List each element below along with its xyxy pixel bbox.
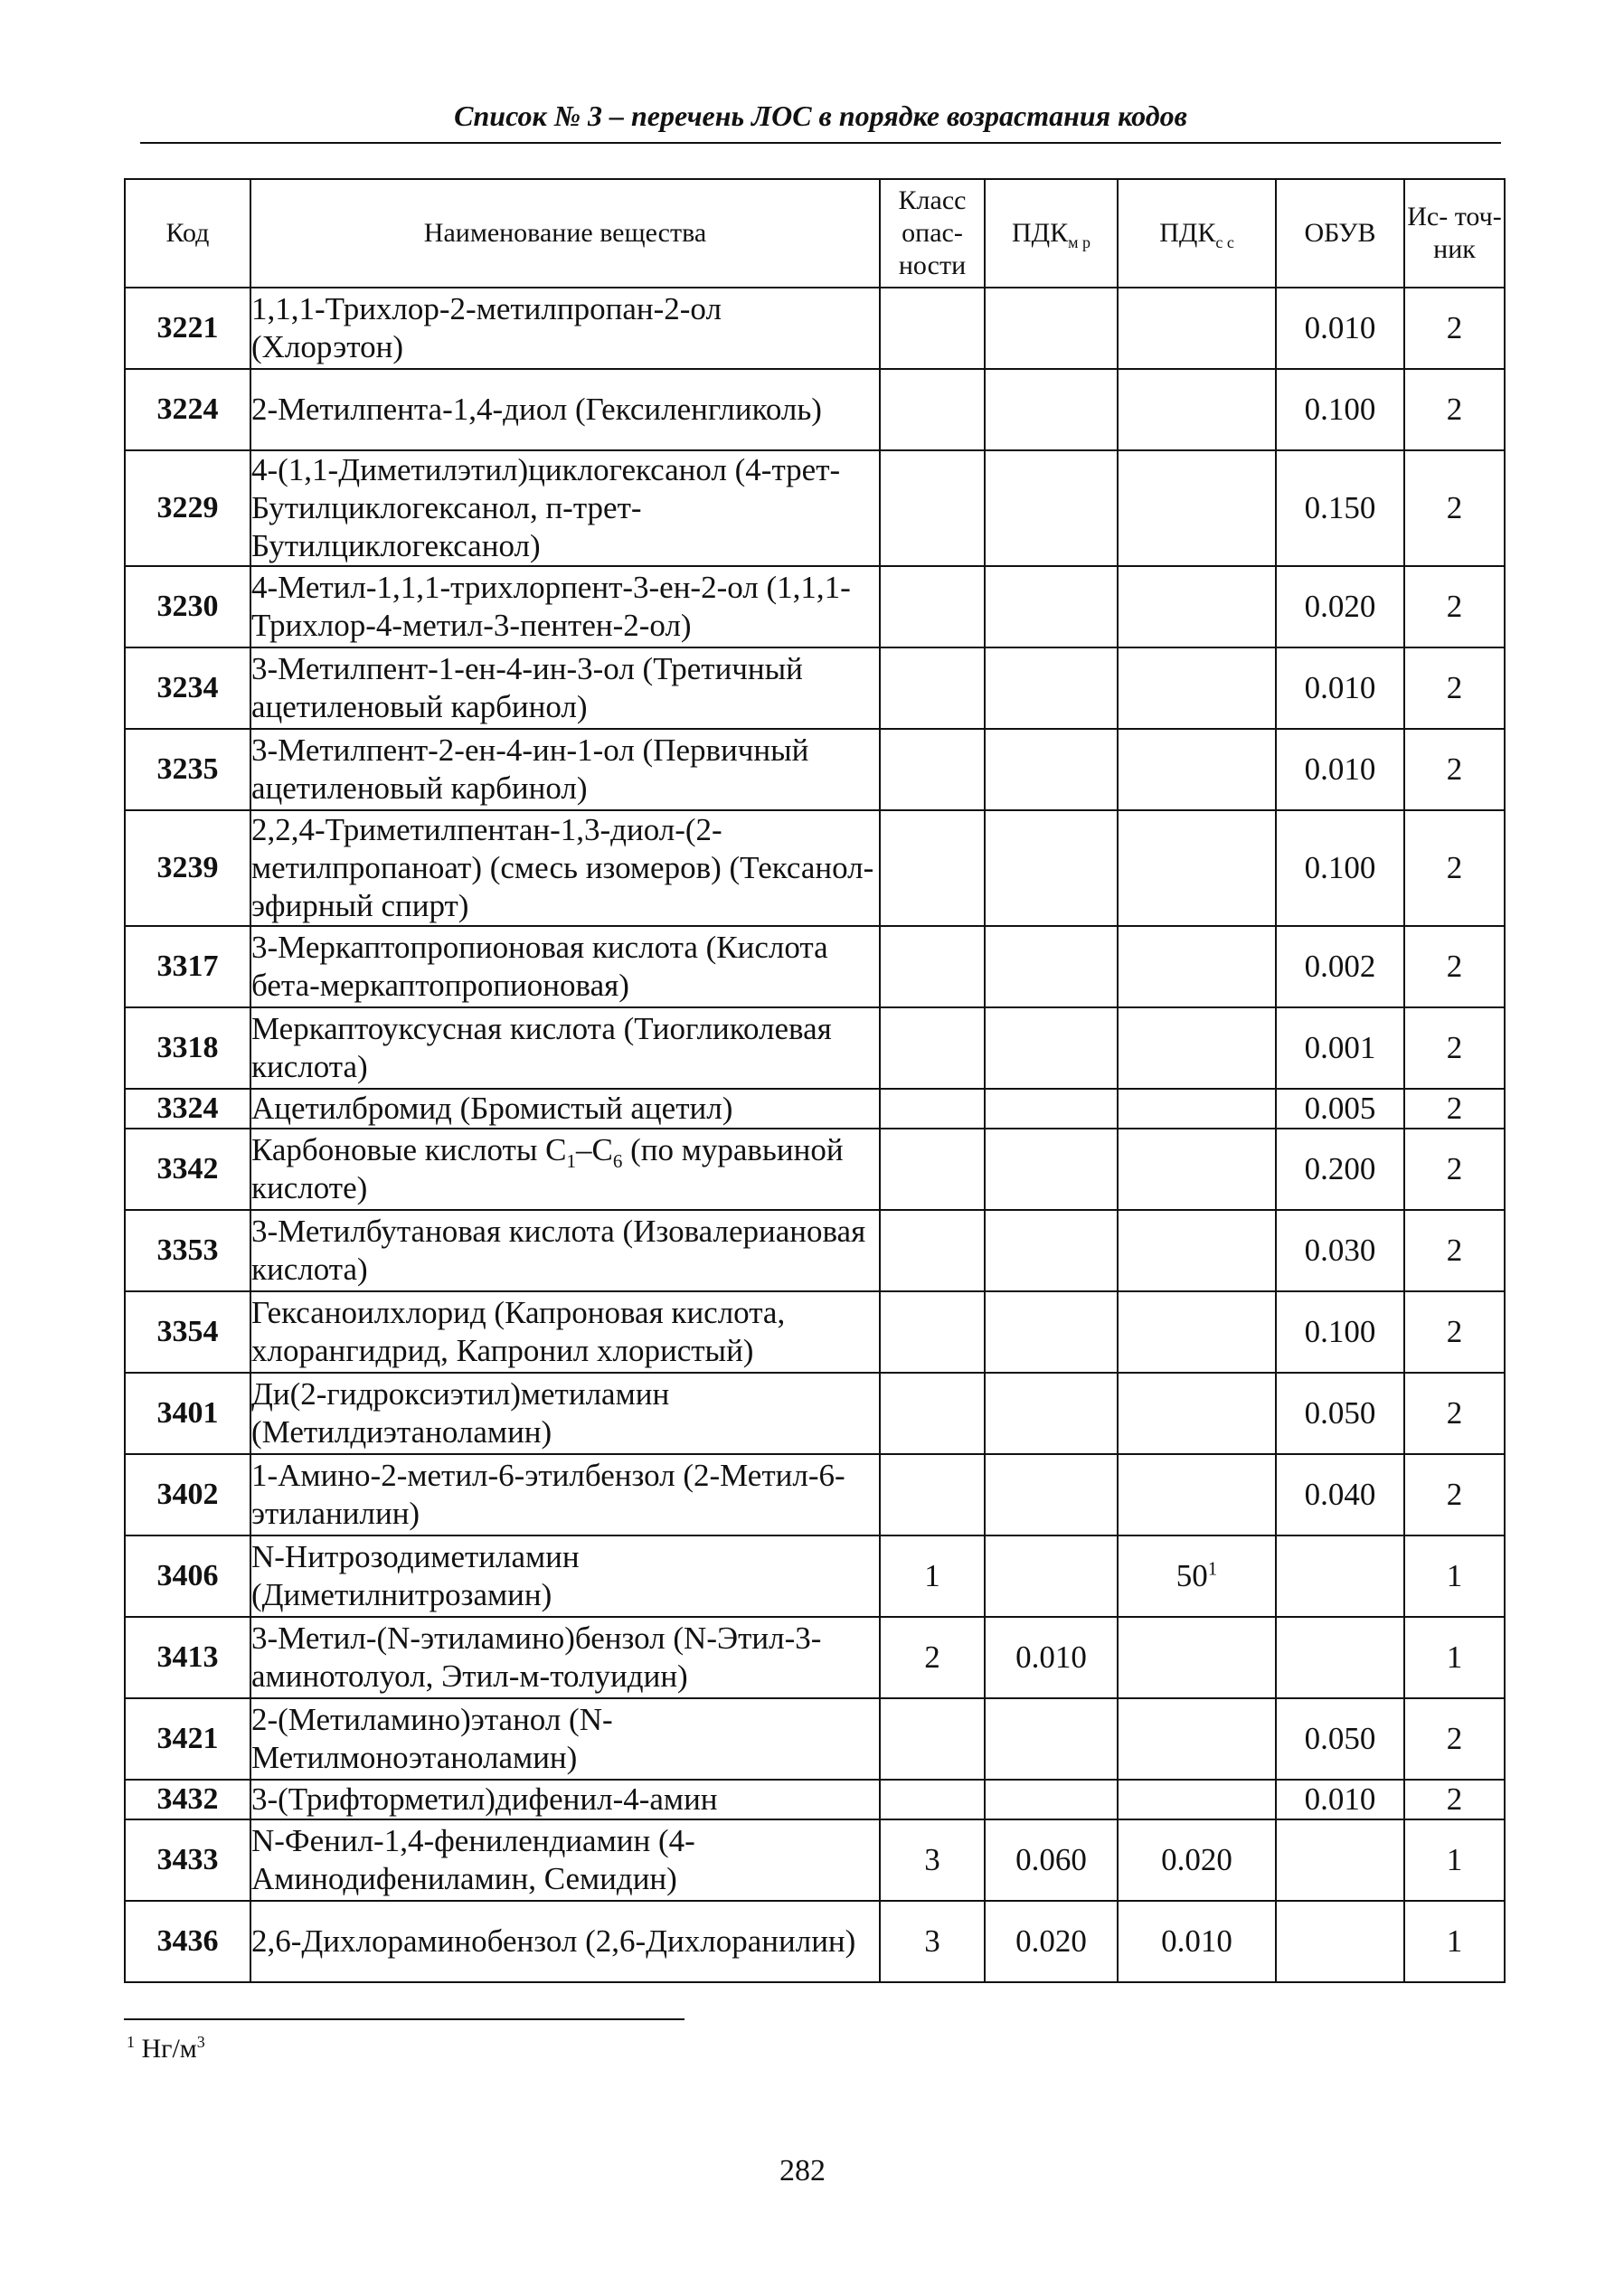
name-cell-value: 4-(1,1-Диметилэтил)циклогексанол (4-трет-Бутилциклогексанол, п-трет-Бутилциклогексанол) [251,452,841,563]
pdk-mr-cell [985,1089,1118,1129]
obuv-cell [1276,288,1404,369]
source-cell [1404,1129,1505,1210]
source-cell [1404,810,1505,926]
obuv-cell-value: 0.010 [1304,670,1376,705]
table-row [125,1373,1505,1454]
pdk-ss-cell [1118,1780,1276,1819]
hazard-cell [880,1454,985,1535]
hazard-cell [880,288,985,369]
pdk-mr-cell [985,1129,1118,1210]
code-cell [125,1007,250,1089]
source-cell-value: 1 [1446,1558,1463,1593]
table-row [125,1617,1505,1698]
name-cell-value: 3-Метилпент-2-ен-4-ин-1-ол (Первичный ацетиленовый карбинол) [251,732,809,806]
pdk-mr-cell [985,1698,1118,1780]
code-cell-value: 3317 [156,950,219,983]
hazard-cell [880,369,985,450]
pdk-ss-cell-value: 0.010 [1161,1923,1232,1959]
obuv-cell [1276,566,1404,647]
code-cell [125,1129,250,1210]
code-cell [125,1291,250,1373]
code-cell-value: 3401 [156,1396,219,1430]
pdk-ss-cell [1118,647,1276,729]
code-cell [125,926,250,1007]
code-cell [125,1780,250,1819]
pdk-ss-cell [1118,1819,1276,1901]
pdk-mr-cell [985,1454,1118,1535]
source-cell [1404,1535,1505,1617]
name-cell-value: N-Нитрозодиметиламин (Диметилнитрозамин) [251,1539,580,1612]
table-row [125,1901,1505,1982]
source-cell-value: 2 [1446,1395,1463,1431]
page-header: Список № 3 – перечень ЛОС в порядке возрастания кодов [454,99,1187,132]
code-cell [125,566,250,647]
table-row [125,566,1505,647]
source-cell-value: 2 [1446,1721,1463,1756]
table-row [125,1780,1505,1819]
source-cell-value: 2 [1446,1233,1463,1268]
col-header-code: Код [125,179,250,288]
source-cell-value: 2 [1446,589,1463,624]
obuv-cell-value: 0.100 [1304,850,1376,885]
hazard-cell [880,1819,985,1901]
name-cell [250,1819,880,1901]
pdk-mr-cell [985,926,1118,1007]
code-cell-value: 3234 [156,671,219,704]
pdk-mr-cell [985,566,1118,647]
source-cell-value: 1 [1446,1923,1463,1959]
source-cell [1404,450,1505,566]
code-cell-value: 3406 [156,1559,219,1592]
code-cell-value: 3324 [156,1091,219,1125]
pdk-ss-cell [1118,926,1276,1007]
col-header-obuv: ОБУВ [1276,179,1404,288]
name-cell-value: N-Фенил-1,4-фенилендиамин (4-Аминодифениламин, Семидин) [251,1823,695,1896]
col-header-source: Ис- точ- ник [1404,179,1505,288]
source-cell [1404,1780,1505,1819]
source-cell-value: 2 [1446,1151,1463,1186]
name-cell-value: Ацетилбромид (Бромистый ацетил) [251,1091,733,1126]
obuv-cell [1276,1291,1404,1373]
table-row [125,729,1505,810]
pdk-ss-cell [1118,1373,1276,1454]
pdk-ss-cell [1118,1698,1276,1780]
obuv-cell [1276,1535,1404,1617]
code-cell [125,729,250,810]
name-cell-value: Меркаптоуксусная кислота (Тиогликолевая кислота) [251,1011,832,1084]
source-cell [1404,1454,1505,1535]
code-cell-value: 3433 [156,1843,219,1876]
source-cell-value: 2 [1446,1030,1463,1065]
pdk-ss-cell [1118,1454,1276,1535]
name-cell [250,729,880,810]
table-body [125,288,1505,1982]
name-cell-value: 4-Метил-1,1,1-трихлорпент-3-ен-2-ол (1,1,1-Трихлор-4-метил-3-пентен-2-ол) [251,570,851,643]
table-row [125,1210,1505,1291]
source-cell-value: 2 [1446,850,1463,885]
substances-table [124,178,1506,1983]
footnote [127,2033,205,2065]
name-cell [250,1373,880,1454]
obuv-cell-value: 0.020 [1304,589,1376,624]
code-cell [125,1089,250,1129]
obuv-cell-value: 0.050 [1304,1395,1376,1431]
pdk-ss-cell [1118,729,1276,810]
source-cell-value: 1 [1446,1639,1463,1675]
pdk-mr-cell [985,1373,1118,1454]
name-cell-value: 2-(Метиламино)этанол (N-Метилмоноэтаноламин) [251,1702,613,1775]
name-cell-value: 1-Амино-2-метил-6-этилбензол (2-Метил-6-этиланилин) [251,1458,845,1531]
pdk-mr-cell [985,1819,1118,1901]
name-cell-value: 3-Метилбутановая кислота (Изовалериановая кислота) [251,1214,866,1287]
code-cell [125,1698,250,1780]
pdk-ss-cell [1118,1210,1276,1291]
code-cell-value: 3230 [156,590,219,623]
hazard-cell [880,1535,985,1617]
obuv-cell-value: 0.010 [1304,1781,1376,1817]
hazard-cell [880,1089,985,1129]
code-cell-value: 3421 [156,1722,219,1755]
pdk-ss-cell [1118,1535,1276,1617]
name-cell [250,450,880,566]
source-cell [1404,1210,1505,1291]
obuv-cell-value: 0.010 [1304,310,1376,345]
col-header-pdk-mr: $ПДК_{м р}$ [985,179,1118,288]
obuv-cell-value: 0.100 [1304,1314,1376,1349]
code-cell-value: 3402 [156,1478,219,1511]
code-cell-value: 3342 [156,1152,219,1186]
header-rule [140,142,1501,144]
hazard-cell [880,1291,985,1373]
source-cell-value: 2 [1446,1781,1463,1817]
hazard-cell [880,647,985,729]
obuv-cell [1276,1698,1404,1780]
obuv-cell [1276,1129,1404,1210]
hazard-cell [880,450,985,566]
pdk-mr-cell [985,1291,1118,1373]
name-cell-value: 3-(Трифторметил)дифенил-4-амин [251,1781,718,1817]
code-cell-value: 3221 [156,311,219,345]
pdk-mr-cell-value: 0.020 [1015,1923,1087,1959]
source-cell-value: 1 [1446,1842,1463,1877]
table-row [125,926,1505,1007]
code-cell-value: 3224 [156,392,219,426]
code-cell [125,1454,250,1535]
hazard-cell [880,566,985,647]
pdk-ss-cell [1118,810,1276,926]
name-cell-value: 3-Меркаптопропионовая кислота (Кислота бета-меркаптопропионовая) [251,930,828,1003]
obuv-cell-value: 0.200 [1304,1151,1376,1186]
table-row [125,369,1505,450]
footnote-rule [124,2018,684,2020]
table-header-row [125,179,1505,288]
name-cell [250,926,880,1007]
pdk-mr-cell-value: 0.010 [1015,1639,1087,1675]
footnote-text: Нг/м [141,2034,197,2064]
source-cell-value: 2 [1446,1477,1463,1512]
name-cell-value: Карбоновые кислоты $C_1-C_6$ (по муравьиной кислоте) [251,1132,844,1205]
pdk-mr-cell [985,729,1118,810]
obuv-cell-value: 0.030 [1304,1233,1376,1268]
name-cell-value: 2,2,4-Триметилпентан-1,3-диол-(2-метилпропаноат) (смесь изомеров) (Тексанол-эфирный спирт) [251,812,874,923]
table-row [125,1698,1505,1780]
pdk-mr-cell [985,810,1118,926]
pdk-mr-cell [985,647,1118,729]
obuv-cell-value: 0.040 [1304,1477,1376,1512]
pdk-ss-cell [1118,288,1276,369]
name-cell [250,566,880,647]
table-row [125,1129,1505,1210]
pdk-ss-cell [1118,1089,1276,1129]
obuv-cell [1276,1617,1404,1698]
source-cell-value: 2 [1446,392,1463,427]
name-cell [250,1780,880,1819]
table-row [125,810,1505,926]
table-row [125,1089,1505,1129]
obuv-cell [1276,1089,1404,1129]
obuv-cell [1276,926,1404,1007]
code-cell-value: 3318 [156,1031,219,1064]
source-cell [1404,1819,1505,1901]
name-cell [250,1617,880,1698]
source-cell [1404,1901,1505,1982]
code-cell-value: 3432 [156,1782,219,1816]
obuv-cell-value: 0.002 [1304,949,1376,984]
obuv-cell-value: 0.001 [1304,1030,1376,1065]
col-header-hazard: Класс опас- ности [880,179,985,288]
pdk-ss-cell [1118,1007,1276,1089]
source-cell-value: 2 [1446,1314,1463,1349]
name-cell [250,1698,880,1780]
code-cell-value: 3235 [156,752,219,786]
name-cell-value: 2,6-Дихлораминобензол (2,6-Дихлоранилин) [251,1923,856,1959]
table-row [125,450,1505,566]
name-cell-value: Гексаноилхлорид (Капроновая кислота, хлорангидрид, Капронил хлористый) [251,1295,786,1368]
source-cell-value: 2 [1446,949,1463,984]
source-cell [1404,729,1505,810]
footnote-mark: 1 [127,2033,135,2051]
page-number: 282 [779,2154,826,2187]
name-cell [250,1291,880,1373]
source-cell-value: 2 [1446,490,1463,525]
code-cell [125,1210,250,1291]
pdk-mr-cell [985,1535,1118,1617]
footnote-unit-sup: 3 [196,2033,205,2051]
hazard-cell-value: 3 [924,1923,940,1959]
code-cell [125,1901,250,1982]
source-cell [1404,566,1505,647]
source-cell-value: 2 [1446,310,1463,345]
name-cell [250,1901,880,1982]
code-cell-value: 3229 [156,491,219,524]
name-cell [250,369,880,450]
name-cell-value: 1,1,1-Трихлор-2-метилпропан-2-ол (Хлорэтон) [251,291,722,364]
hazard-cell [880,1698,985,1780]
obuv-cell [1276,1373,1404,1454]
pdk-mr-cell [985,1901,1118,1982]
name-cell [250,1535,880,1617]
pdk-ss-cell [1118,1291,1276,1373]
pdk-ss-cell-value: 0.020 [1161,1842,1232,1877]
table-row [125,1535,1505,1617]
hazard-cell [880,1373,985,1454]
source-cell [1404,1089,1505,1129]
obuv-cell-value: 0.010 [1304,751,1376,787]
code-cell [125,810,250,926]
table-row [125,1819,1505,1901]
hazard-cell-value: 3 [924,1842,940,1877]
obuv-cell [1276,1210,1404,1291]
name-cell [250,1007,880,1089]
name-cell [250,1089,880,1129]
obuv-cell [1276,1454,1404,1535]
source-cell [1404,1698,1505,1780]
hazard-cell [880,810,985,926]
name-cell-value: 2-Метилпента-1,4-диол (Гексиленгликоль) [251,392,822,427]
pdk-mr-cell [985,1617,1118,1698]
name-cell-value: 3-Метилпент-1-ен-4-ин-3-ол (Третичный ацетиленовый карбинол) [251,651,803,724]
name-cell [250,1129,880,1210]
col-header-name: Наименование вещества [250,179,880,288]
pdk-mr-cell [985,450,1118,566]
name-cell [250,1210,880,1291]
pdk-mr-cell-value: 0.060 [1015,1842,1087,1877]
pdk-mr-cell [985,1210,1118,1291]
hazard-cell [880,926,985,1007]
hazard-cell [880,1617,985,1698]
source-cell [1404,1291,1505,1373]
pdk-ss-cell [1118,1617,1276,1698]
pdk-ss-cell [1118,1129,1276,1210]
code-cell-value: 3353 [156,1233,219,1267]
obuv-cell-value: 0.100 [1304,392,1376,427]
pdk-mr-cell [985,288,1118,369]
obuv-cell [1276,647,1404,729]
table-row [125,647,1505,729]
name-cell [250,1454,880,1535]
code-cell-value: 3354 [156,1315,219,1348]
pdk-mr-cell [985,369,1118,450]
obuv-cell [1276,729,1404,810]
hazard-cell [880,1901,985,1982]
code-cell [125,1535,250,1617]
col-header-pdk-ss: $ПДК_{с с}$ [1118,179,1276,288]
table-row [125,1007,1505,1089]
code-cell [125,450,250,566]
obuv-cell [1276,1901,1404,1982]
code-cell [125,1819,250,1901]
name-cell-value: Ди(2-гидроксиэтил)метиламин (Метилдиэтаноламин) [251,1376,670,1450]
pdk-ss-cell [1118,1901,1276,1982]
obuv-cell-value: 0.050 [1304,1721,1376,1756]
source-cell-value: 2 [1446,670,1463,705]
pdk-ss-footnote-mark: 1 [1207,1557,1218,1580]
obuv-cell [1276,369,1404,450]
table-row [125,1454,1505,1535]
source-cell-value: 2 [1446,1091,1463,1126]
source-cell-value: 2 [1446,751,1463,787]
code-cell [125,647,250,729]
hazard-cell-value: 2 [924,1639,940,1675]
obuv-cell-value: 0.150 [1304,490,1376,525]
hazard-cell [880,729,985,810]
code-cell-value: 3239 [156,851,219,884]
name-cell [250,647,880,729]
code-cell [125,369,250,450]
hazard-cell-value: 1 [924,1558,940,1593]
obuv-cell [1276,1007,1404,1089]
code-cell [125,288,250,369]
obuv-cell [1276,1819,1404,1901]
obuv-cell-value: 0.005 [1304,1091,1376,1126]
obuv-cell [1276,1780,1404,1819]
source-cell [1404,288,1505,369]
table-row [125,288,1505,369]
source-cell [1404,1617,1505,1698]
source-cell [1404,647,1505,729]
pdk-ss-cell [1118,450,1276,566]
source-cell [1404,1373,1505,1454]
code-cell-value: 3436 [156,1924,219,1958]
hazard-cell [880,1129,985,1210]
pdk-ss-cell [1118,566,1276,647]
name-cell [250,810,880,926]
hazard-cell [880,1210,985,1291]
pdk-mr-cell [985,1007,1118,1089]
code-cell [125,1617,250,1698]
source-cell [1404,926,1505,1007]
name-cell-value: 3-Метил-(N-этиламино)бензол (N-Этил-3-аминотолуол, Этил-м-толуидин) [251,1620,822,1694]
name-cell [250,288,880,369]
obuv-cell [1276,450,1404,566]
hazard-cell [880,1780,985,1819]
code-cell-value: 3413 [156,1640,219,1674]
source-cell [1404,1007,1505,1089]
code-cell [125,1373,250,1454]
pdk-ss-cell [1118,369,1276,450]
table-row [125,1291,1505,1373]
pdk-ss-cell-value: 50 [1175,1558,1208,1593]
source-cell [1404,369,1505,450]
pdk-mr-cell [985,1780,1118,1819]
obuv-cell [1276,810,1404,926]
hazard-cell [880,1007,985,1089]
